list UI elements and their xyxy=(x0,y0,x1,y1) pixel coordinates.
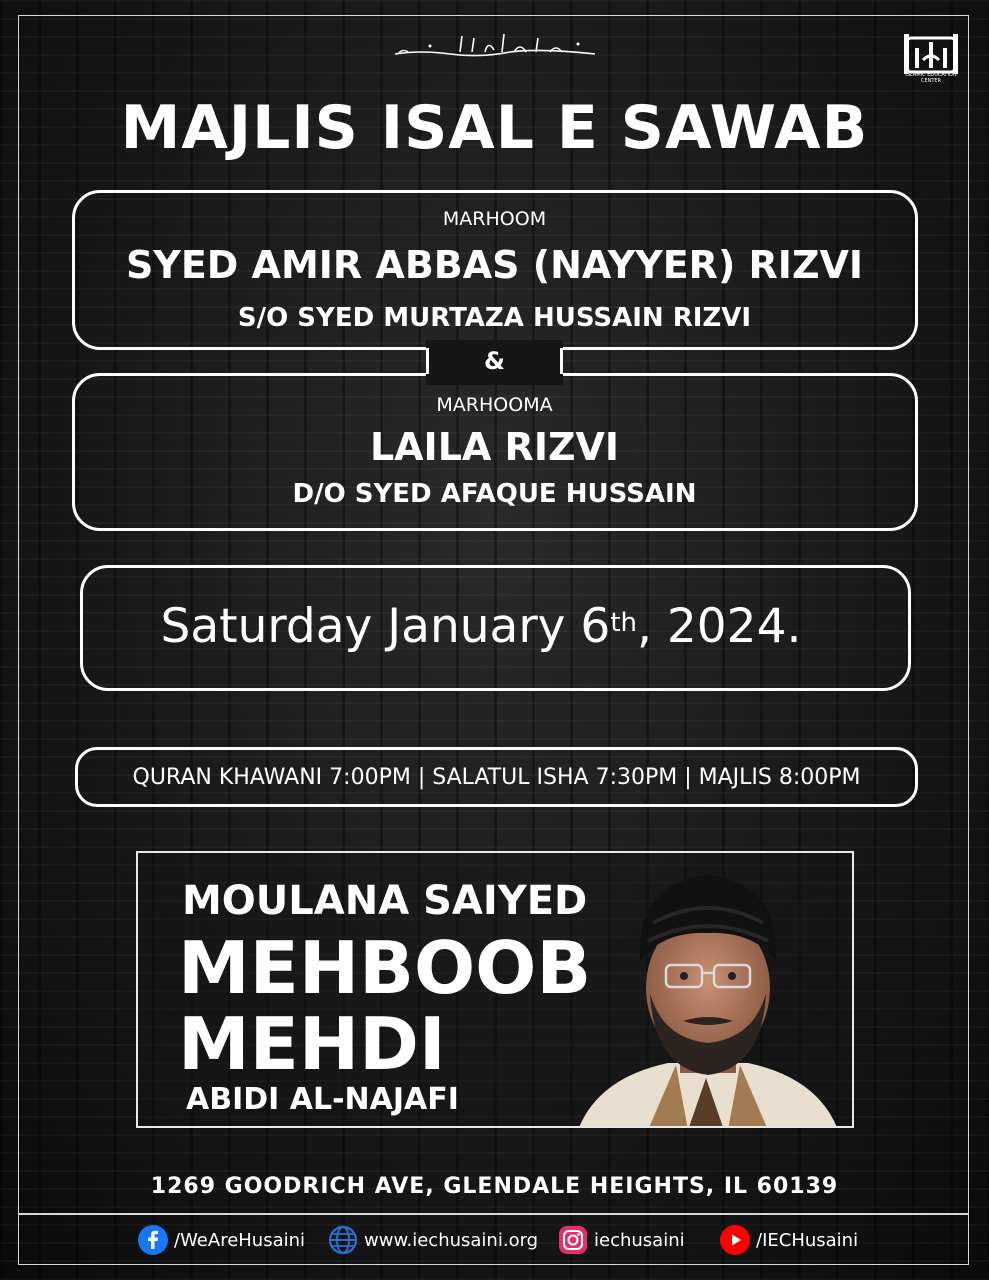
social-instagram[interactable] xyxy=(558,1224,685,1256)
speaker-panel xyxy=(136,851,854,1128)
date-year: , 2024. xyxy=(637,599,802,654)
ampersand: & xyxy=(484,347,505,375)
deceased-1-relation: S/O SYED MURTAZA HUSSAIN RIZVI xyxy=(237,303,752,333)
date-main: Saturday January 6 xyxy=(160,599,611,654)
social-facebook[interactable] xyxy=(138,1224,305,1256)
instagram-label: iechusaini xyxy=(594,1229,685,1251)
venue-address: 1269 GOODRICH AVE, GLENDALE HEIGHTS, IL 60139 xyxy=(150,1174,839,1199)
deceased-2-name: LAILA RIZVI xyxy=(369,425,620,469)
facebook-icon xyxy=(138,1225,168,1255)
speaker-name-1: MEHBOOB xyxy=(178,926,592,1010)
deceased-1-name: SYED AMIR ABBAS (NAYYER) RIZVI xyxy=(125,243,864,287)
schedule-text: QURAN KHAWANI 7:00PM | SALATUL ISHA 7:30PM | MAJLIS 8:00PM xyxy=(132,765,861,790)
speaker-title: MOULANA SAIYED xyxy=(182,878,588,924)
website-label: www.iechusaini.org xyxy=(364,1229,539,1251)
logo-caption: ISLAMIC EDUCATION CENTER xyxy=(905,72,957,84)
speaker-name-2: MEHDI xyxy=(178,1002,446,1086)
deceased-1-prefix: MARHOOM xyxy=(442,208,547,230)
deceased-2-relation: D/O SYED AFAQUE HUSSAIN xyxy=(292,479,697,509)
social-website[interactable] xyxy=(328,1224,538,1256)
iec-logo xyxy=(903,30,959,84)
speaker-suffix: ABIDI AL-NAJAFI xyxy=(186,1082,459,1117)
social-youtube[interactable] xyxy=(720,1224,858,1256)
iec-logo-icon xyxy=(903,30,959,76)
date-suffix: th xyxy=(610,608,637,638)
youtube-label: /IECHusaini xyxy=(756,1229,859,1251)
bismillah-calligraphy-icon xyxy=(390,28,600,62)
globe-icon xyxy=(328,1225,358,1255)
facebook-label: /WeAreHusaini xyxy=(174,1229,306,1251)
event-date xyxy=(0,597,962,657)
youtube-icon xyxy=(720,1225,750,1255)
footer-divider xyxy=(18,1213,969,1215)
page-title: MAJLIS ISAL E SAWAB xyxy=(120,93,869,163)
deceased-2-prefix: MARHOOMA xyxy=(436,394,553,416)
speaker-portrait xyxy=(558,853,854,1128)
instagram-icon xyxy=(558,1225,588,1255)
